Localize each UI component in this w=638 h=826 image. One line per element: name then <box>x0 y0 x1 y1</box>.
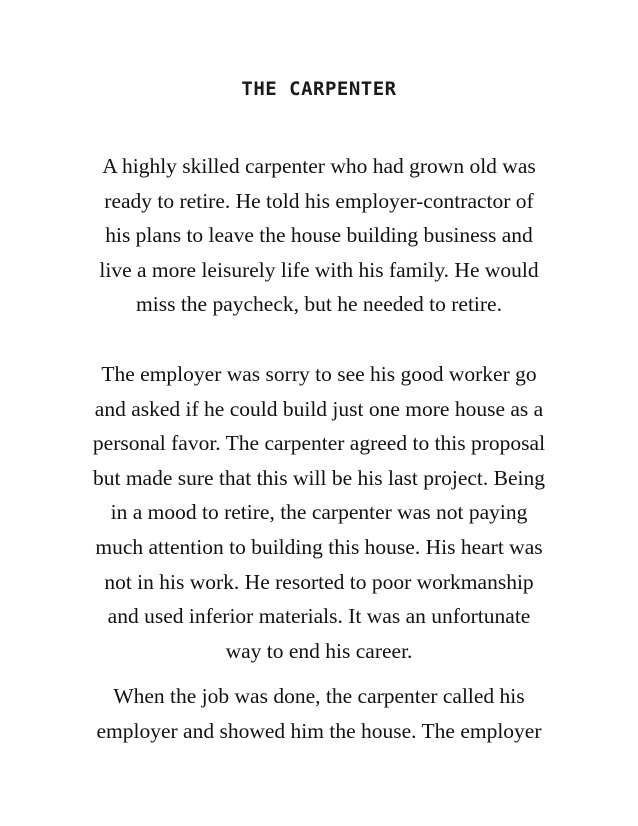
text-line: and used inferior materials. It was an unfortunate <box>107 604 531 629</box>
text-line: A highly skilled carpenter who had grown old was <box>102 154 536 178</box>
text-line: way to end his career. <box>225 638 413 663</box>
page-title: THE CARPENTER <box>241 78 397 100</box>
text-line: The employer was sorry to see his good worker go <box>101 362 537 386</box>
paragraph-2 <box>0 357 638 668</box>
text-line: and asked if he could build just one more house as a <box>94 396 544 421</box>
text-line: much attention to building this house. His heart was <box>95 534 543 559</box>
text-line: not in his work. He resorted to poor workmanship <box>104 569 534 594</box>
text-line: personal favor. The carpenter agreed to this proposal <box>92 431 546 456</box>
paragraph-1 <box>0 149 638 322</box>
text-line: miss the paycheck, but he needed to retire. <box>136 292 502 317</box>
text-line: live a more leisurely life with his family. He would <box>99 257 539 282</box>
text-line: in a mood to retire, the carpenter was not paying <box>110 500 528 525</box>
text-line: When the job was done, the carpenter called his <box>113 684 525 708</box>
text-line: but made sure that this will be his last project. Being <box>92 465 545 490</box>
text-line: employer and showed him the house. The employer <box>96 718 542 743</box>
text-line: ready to retire. He told his employer-contractor of <box>104 188 534 213</box>
paragraph-3 <box>0 679 638 748</box>
text-line: his plans to leave the house building business and <box>105 223 533 248</box>
